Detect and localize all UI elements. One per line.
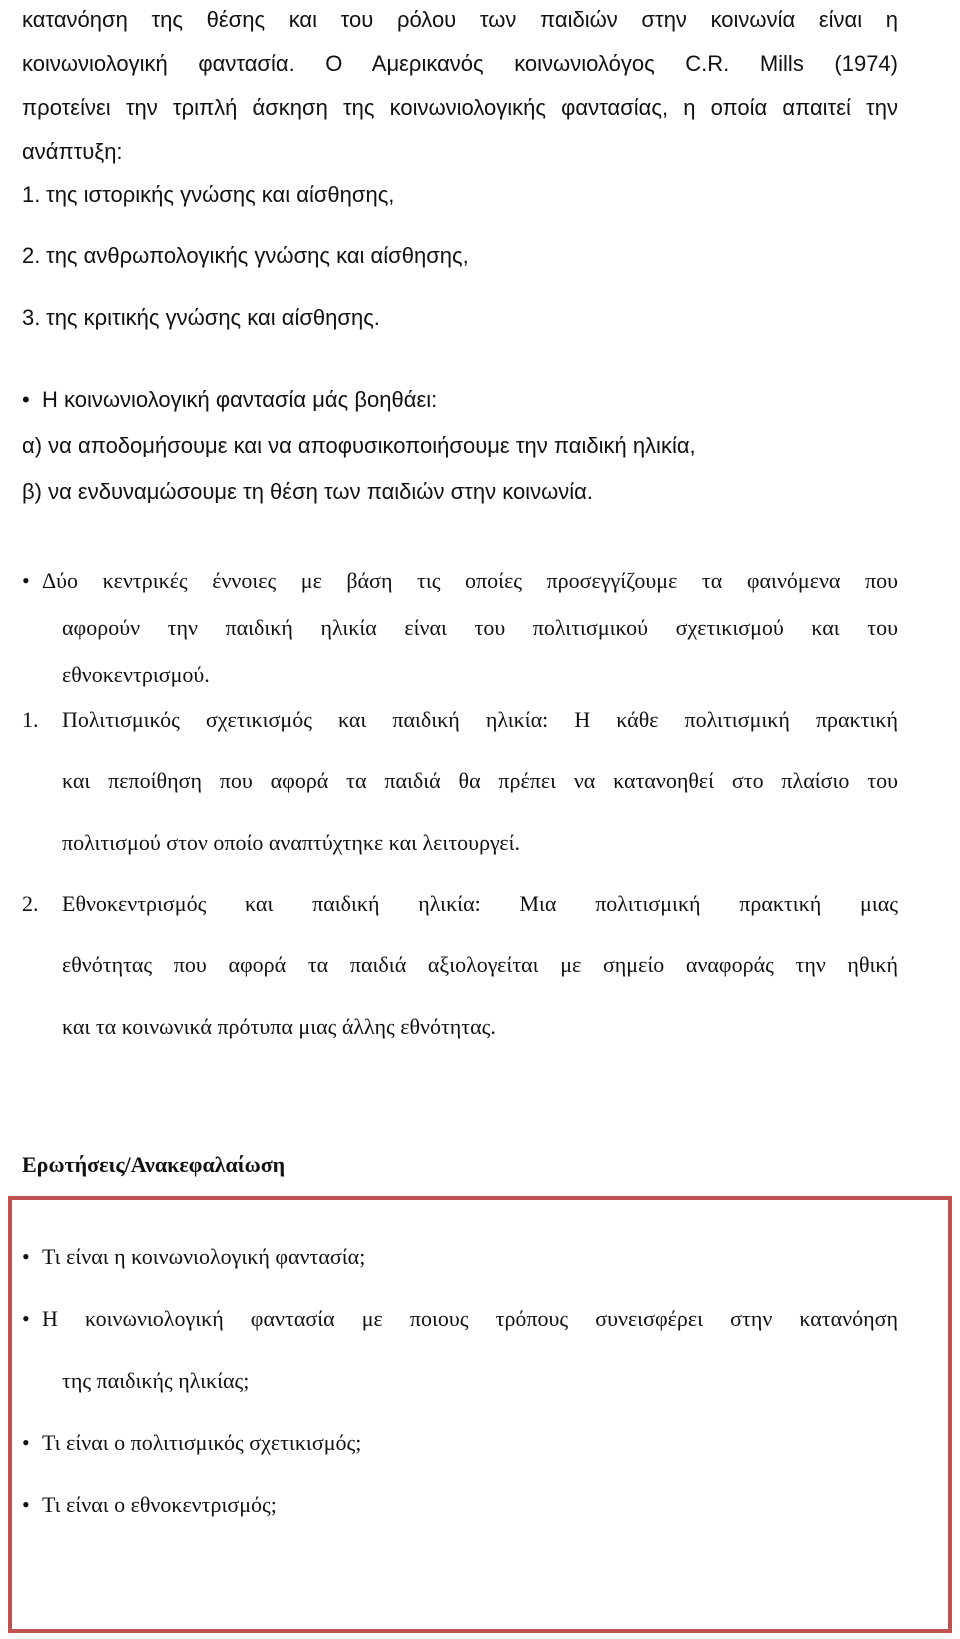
bullet-icon: • (22, 387, 30, 412)
bullet-icon: • (22, 1430, 30, 1455)
intro-line-1: κατανόηση της θέσης και του ρόλου των παιδιών στην κοινωνία είναι η (22, 7, 898, 32)
review-question-2-bullet (22, 1304, 30, 1334)
question-text: Τι είναι ο πολιτισμικός σχετικισμός; (42, 1430, 362, 1455)
bullet-icon: • (22, 568, 30, 593)
concept-2-line-1: Εθνοκεντρισμός και παιδική ηλικία: Μια πολιτισμική πρακτική μιας (62, 891, 898, 916)
bullet-icon: • (22, 1306, 30, 1331)
concepts-line-1: Δύο κεντρικές έννοιες με βάση τις οποίες προσεγγίζουμε τα φαινόμενα που (42, 568, 898, 593)
bullet-icon: • (22, 1244, 30, 1269)
review-question-4 (22, 1490, 277, 1520)
concept-2-line-2: εθνότητας που αφορά τα παιδιά αξιολογείται με σημείο αναφοράς την ηθική (62, 952, 898, 977)
concept-1-line-3: πολιτισμού στον οποίο αναπτύχτηκε και λειτουργεί. (62, 830, 521, 855)
bullet-icon: • (22, 1492, 30, 1517)
intro-line-3: προτείνει την τριπλή άσκηση της κοινωνιολογικής φαντασίας, η οποία απαιτεί την (22, 95, 898, 120)
review-question-1 (22, 1242, 365, 1272)
intro-line-4: ανάπτυξη: (22, 139, 123, 164)
concept-number: 1. (22, 707, 39, 732)
list-number: 1. (22, 182, 41, 207)
concept-2-line-3: και τα κοινωνικά πρότυπα μιας άλλης εθνότητας. (62, 1014, 496, 1039)
concept-1-line-2: και πεποίθηση που αφορά τα παιδιά θα πρέπει να κατανοηθεί στο πλαίσιο του (62, 768, 898, 793)
list-number: 2. (22, 243, 41, 268)
concepts-line-2: αφορούν την παιδική ηλικία είναι του πολιτισμικού σχετικισμού και του (62, 615, 898, 640)
review-box-title: Ερωτήσεις/Ανακεφαλαίωση (22, 1152, 286, 1177)
concepts-line-3: εθνοκεντρισμού. (62, 662, 210, 687)
triple-list-item (22, 303, 380, 333)
imagination-heading-text: Η κοινωνιολογική φαντασία μάς βοηθάει: (42, 387, 438, 412)
review-question-2-line-2: της παιδικής ηλικίας; (62, 1368, 250, 1393)
imagination-heading (22, 385, 437, 415)
imagination-point-b: β) να ενδυναμώσουμε τη θέση των παιδιών στην κοινωνία. (22, 479, 593, 504)
list-text: της ιστορικής γνώσης και αίσθησης, (46, 182, 395, 207)
list-text: της ανθρωπολογικής γνώσης και αίσθησης, (46, 243, 469, 268)
intro-line-2: κοινωνιολογική φαντασία. Ο Αμερικανός κοινωνιολόγος C.R. Mills (1974) (22, 51, 898, 76)
triple-list-item (22, 241, 469, 271)
review-question-2-line-1: Η κοινωνιολογική φαντασία με ποιους τρόπους συνεισφέρει στην κατανόηση (42, 1306, 898, 1331)
imagination-point-a: α) να αποδομήσουμε και να αποφυσικοποιήσουμε την παιδική ηλικία, (22, 433, 696, 458)
review-question-3 (22, 1428, 361, 1458)
triple-list-item (22, 180, 394, 210)
list-number: 3. (22, 305, 41, 330)
concept-number: 2. (22, 891, 39, 916)
concepts-bullet (22, 566, 30, 596)
question-text: Τι είναι ο εθνοκεντρισμός; (42, 1492, 277, 1517)
question-text: Τι είναι η κοινωνιολογική φαντασία; (42, 1244, 366, 1269)
concept-1-line-1: Πολιτισμικός σχετικισμός και παιδική ηλικία: Η κάθε πολιτισμική πρακτική (62, 707, 898, 732)
list-text: της κριτικής γνώσης και αίσθησης. (46, 305, 380, 330)
